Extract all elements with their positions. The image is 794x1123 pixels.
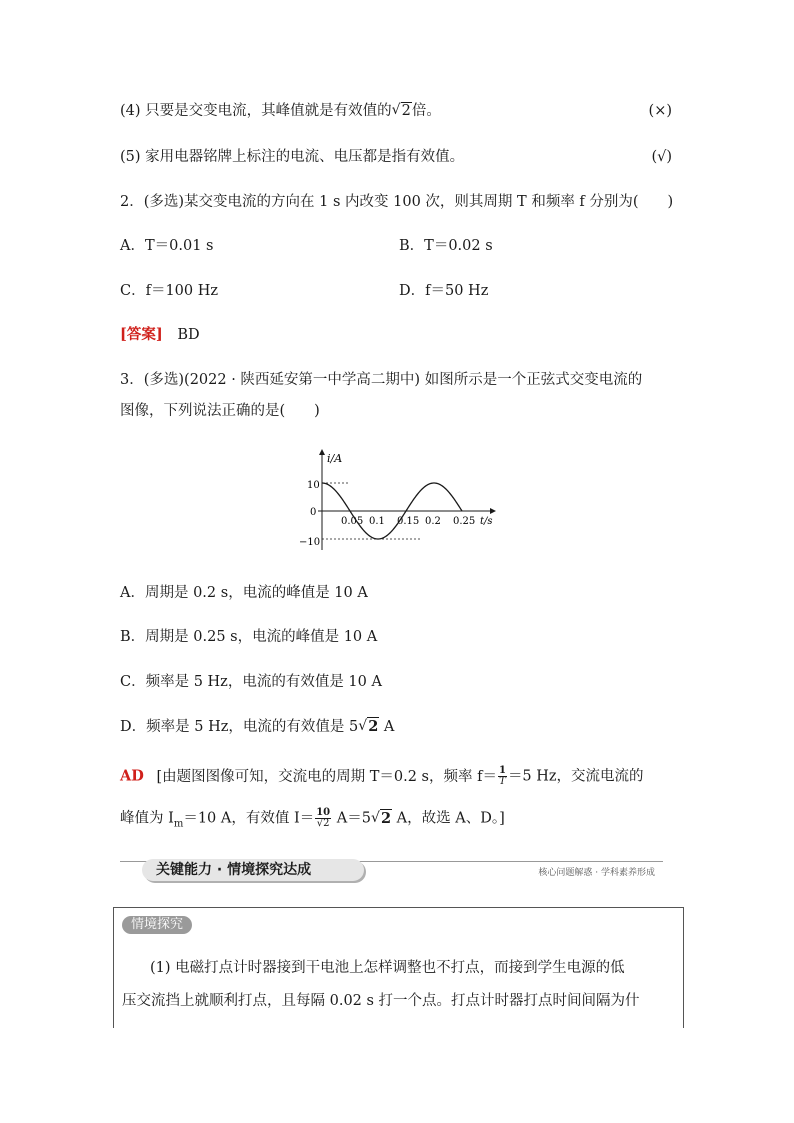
answer-label: [答案] — [120, 326, 163, 343]
fraction-10-over-sqrt2: $\frac{10}{√2}$ — [316, 807, 331, 829]
y-tick-neg10: −10 — [299, 537, 321, 548]
q2-stem: 2．(多选)某交变电流的方向在 1 s 内改变 100 次，则其周期 T 和频率 f 分别为( ) — [120, 194, 674, 210]
section-banner — [120, 855, 663, 885]
q2-option-c: C．f＝100 Hz — [120, 283, 219, 299]
q3-explanation-line1: AD [由题图图像可知，交流电的周期 T＝0.2 s，频率 f＝ $\frac{1}{T}$ ＝5 Hz，交流电流的 — [120, 765, 644, 787]
answer-value: BD — [177, 327, 200, 343]
q2-option-b: B．T＝0.02 s — [399, 238, 493, 254]
q1-item-5-mark: (√) — [651, 149, 672, 165]
q1-item-4: (4) 只要是交变电流，其峰值就是有效值的√ 2倍。 — [120, 101, 441, 121]
sine-current-graph — [290, 445, 510, 555]
x-tick-label: 0.25 — [453, 516, 476, 527]
q2-option-d: D．f＝50 Hz — [399, 283, 489, 299]
q3-stem-line2: 图像，下列说法正确的是( ) — [120, 403, 320, 419]
fraction-1-over-T: $\frac{1}{T}$ — [498, 765, 506, 787]
x-tick-label: 0.1 — [369, 516, 385, 527]
inquiry-line1: (1) 电磁打点计时器接到干电池上怎样调整也不打点，而接到学生电源的低 — [150, 960, 625, 976]
answer-code: AD — [120, 767, 144, 785]
q2-option-a: A．T＝0.01 s — [120, 238, 214, 254]
x-tick-label: 0.2 — [425, 516, 441, 527]
y-tick-10: 10 — [307, 480, 320, 491]
q3-option-c: C．频率是 5 Hz，电流的有效值是 10 A — [120, 674, 382, 690]
sqrt-symbol: √ 2 — [371, 809, 392, 829]
q1-item-5: (5) 家用电器铭牌上标注的电流、电压都是指有效值。 — [120, 149, 465, 165]
q1-item-4-mark: (×) — [648, 103, 672, 119]
q3-stem-line1: 3．(多选)(2022 · 陕西延安第一中学高二期中) 如图所示是一个正弦式交变电流的 — [120, 372, 643, 388]
sqrt-symbol: √ 2 — [358, 717, 379, 737]
section-subtitle: 核心问题解惑 · 学科素养形成 — [538, 868, 655, 878]
y-axis-label: i/A — [327, 452, 343, 465]
section-title: 关键能力 · 情境探究达成 — [156, 862, 312, 878]
inquiry-tag: 情境探究 — [122, 916, 192, 934]
sqrt-symbol: √ 2 — [392, 101, 412, 121]
x-tick-label: 0.15 — [397, 516, 420, 527]
q3-option-d: D．频率是 5 Hz，电流的有效值是 5√ 2 A — [120, 717, 394, 737]
q3-option-a: A．周期是 0.2 s，电流的峰值是 10 A — [120, 585, 368, 601]
inquiry-line2: 压交流挡上就顺利打点，且每隔 0.02 s 打一个点。打点计时器打点时间间隔为什 — [122, 993, 640, 1009]
inquiry-box — [113, 907, 684, 1028]
x-tick-label: 0.05 — [341, 516, 364, 527]
y-tick-0: 0 — [310, 507, 317, 518]
q3-explanation-line2: 峰值为 $I_m=10$ A，有效值 I＝ $\frac{10}{√2}$ A＝5√ 2 A，故选 A、D。] — [120, 808, 505, 834]
q2-answer — [120, 325, 200, 345]
x-axis-label: t/s — [480, 516, 493, 527]
q3-option-b: B．周期是 0.25 s，电流的峰值是 10 A — [120, 629, 378, 645]
